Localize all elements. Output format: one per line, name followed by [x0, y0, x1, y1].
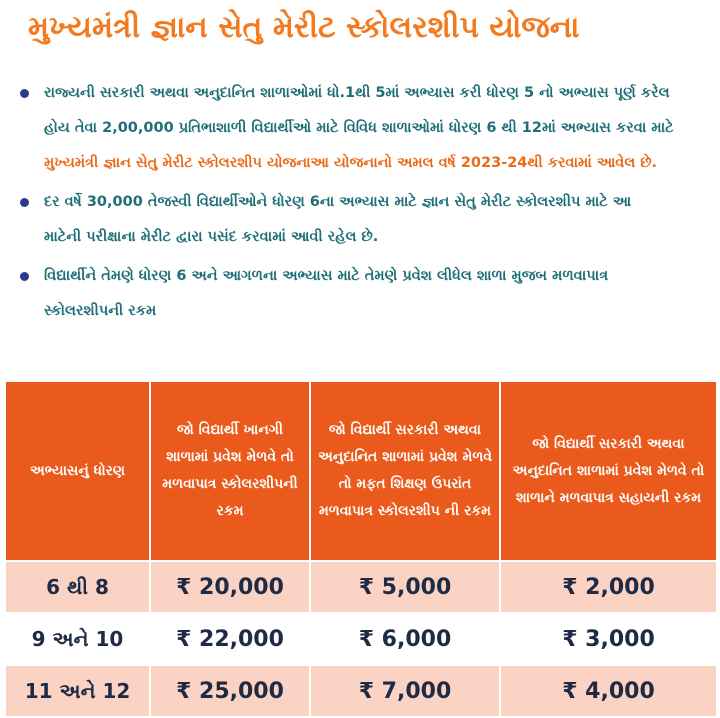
amount-cell: ₹ 5,000: [310, 561, 500, 613]
amount-cell: ₹ 6,000: [310, 613, 500, 665]
bullet-dot-icon: [20, 198, 29, 207]
header-government-school: જો વિદ્યાર્થી સરકારી અથવા અનુદાનિત શાળામાં પ્રવેશ મેળવે તો મફત શિક્ષણ ઉપરાંત મળવાપાત્ર સ્કોલરશીપ ની રકમ: [310, 381, 500, 561]
grade-cell: 6 થી 8: [5, 561, 150, 613]
bullet-line: રાજ્યની સરકારી અથવા અનુદાનિત શાળાઓમાં ધો.1થી 5માં અભ્યાસ કરી ધોરણ 5 નો અભ્યાસ પૂર્ણ કરેલ: [44, 85, 670, 101]
header-private-school: જો વિદ્યાર્થી ખાનગી શાળામાં પ્રવેશ મેળવે તો મળવાપાત્ર સ્કોલરશીપની રકમ: [150, 381, 310, 561]
bullet-dot-icon: [20, 89, 29, 98]
amount-cell: ₹ 20,000: [150, 561, 310, 613]
bullet-line: વિદ્યાર્થીને તેમણે ધોરણ 6 અને આગળના અભ્યાસ માટે તેમણે પ્રવેશ લીધેલ શાળા મુજબ મળવાપાત્ર: [44, 268, 609, 284]
grade-cell: 9 અને 10: [5, 613, 150, 665]
bullet-line: સ્કોલરશીપની રકમ: [44, 303, 157, 319]
bullet-dot-icon: [20, 272, 29, 281]
amount-cell: ₹ 2,000: [500, 561, 717, 613]
bullet-line: માટેની પરીક્ષાના મેરીટ દ્વારા પસંદ કરવામાં આવી રહેલ છે.: [44, 229, 379, 245]
amount-cell: ₹ 3,000: [500, 613, 717, 665]
grade-cell: 11 અને 12: [5, 665, 150, 717]
bullet-item: [18, 259, 708, 329]
amount-cell: ₹ 7,000: [310, 665, 500, 717]
amount-cell: ₹ 25,000: [150, 665, 310, 717]
header-school-assistance: જો વિદ્યાર્થી સરકારી અથવા અનુદાનિત શાળામાં પ્રવેશ મેળવે તો શાળાને મળવાપાત્ર સહાયની રકમ: [500, 381, 717, 561]
bullet-line: દર વર્ષે 30,000 તેજસ્વી વિદ્યાર્થીઓને ધોરણ 6ના અભ્યાસ માટે જ્ઞાન સેતુ મેરીટ સ્કોલરશીપ માટે આ: [44, 194, 632, 210]
page-title: મુખ્યમંત્રી જ્ઞાન સેતુ મેરીટ સ્કોલરશીપ યોજના: [28, 10, 580, 45]
table-header-row: [5, 381, 717, 561]
bullet-list: [18, 76, 708, 333]
amount-cell: ₹ 4,000: [500, 665, 717, 717]
bullet-item: [18, 76, 708, 181]
scholarship-table: [4, 380, 718, 718]
bullet-item: [18, 185, 708, 255]
header-grade: અભ્યાસનું ધોરણ: [5, 381, 150, 561]
amount-cell: ₹ 22,000: [150, 613, 310, 665]
bullet-line: હોય તેવા 2,00,000 પ્રતિભાશાળી વિદ્યાર્થીઓ માટે વિવિધ શાળાઓમાં ધોરણ 6 થી 12માં અભ્યાસ કરવા માટે: [44, 120, 674, 136]
table-row: [5, 613, 717, 665]
table-row: [5, 561, 717, 613]
bullet-line: મુખ્યમંત્રી જ્ઞાન સેતુ મેરીટ સ્કોલરશીપ યોજનાઆ યોજનાનો અમલ વર્ષ 2023-24થી કરવામાં આવેલ છે.: [44, 155, 658, 171]
table-row: [5, 665, 717, 717]
